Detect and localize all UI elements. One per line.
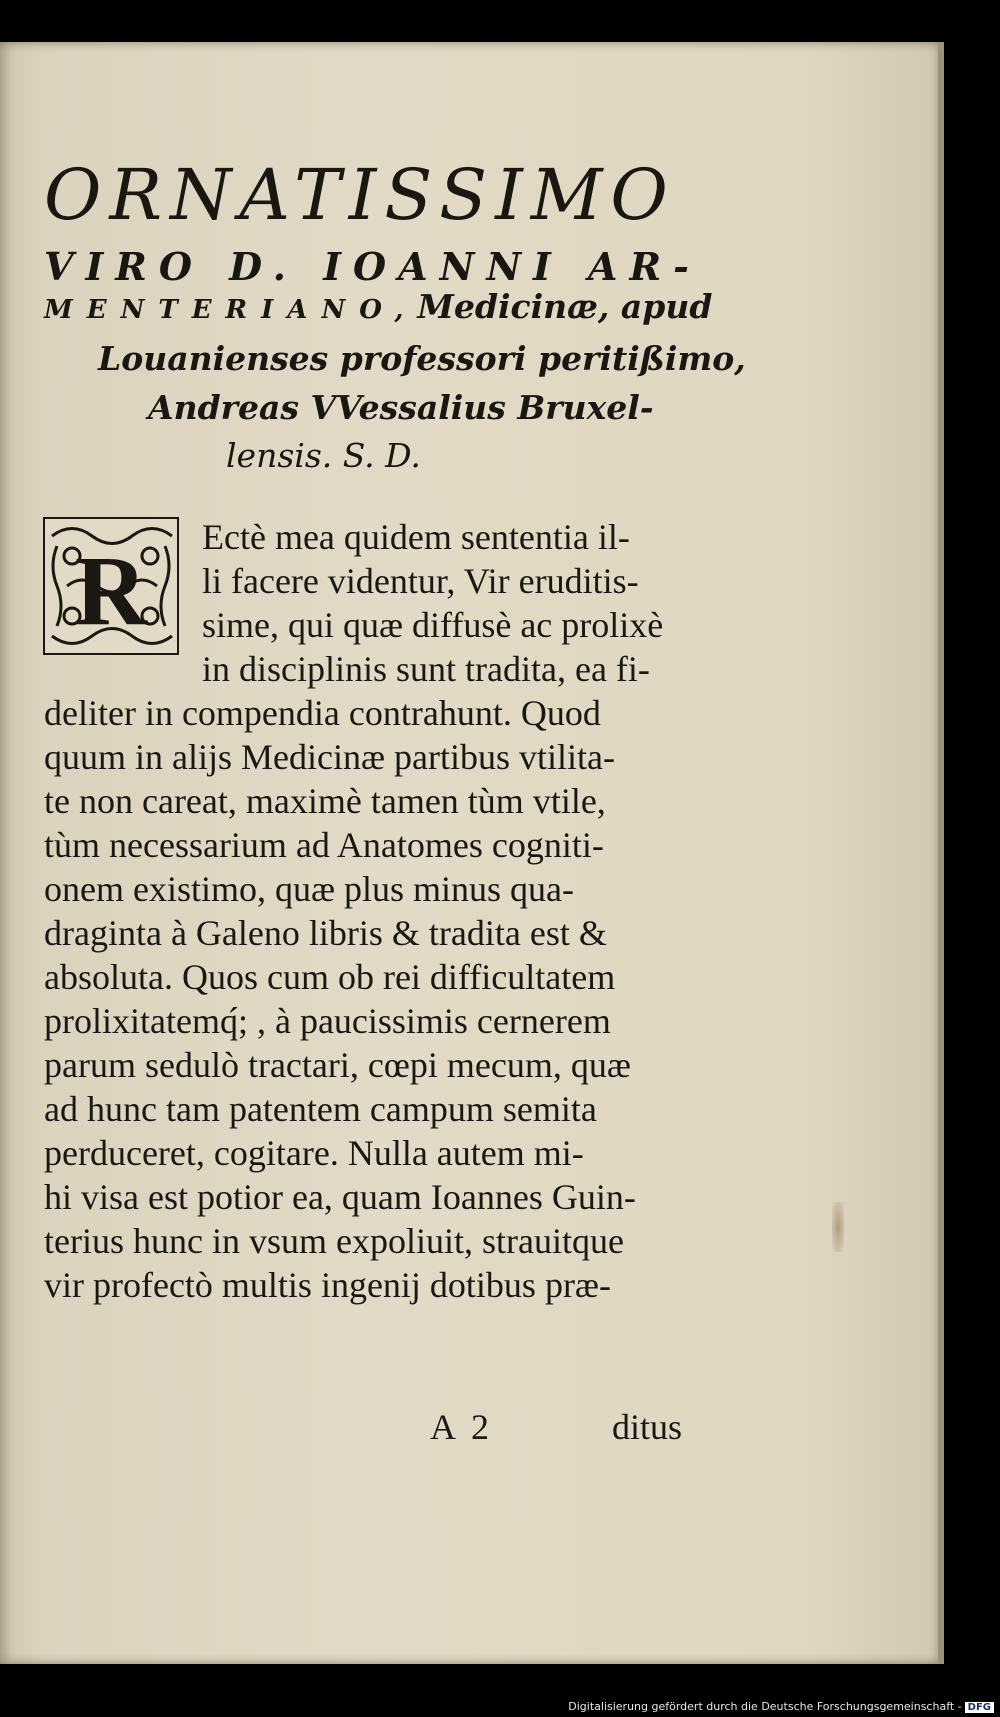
heading-line-6: lensis. S. D. — [226, 436, 421, 475]
heading-line-2: VIRO D. IOANNI AR- — [44, 244, 701, 289]
heading-line-5: Andreas VVessalius Bruxel- — [148, 388, 654, 427]
page-edge — [938, 42, 944, 1664]
digitization-credit — [568, 1700, 994, 1713]
heading-line-3 — [44, 287, 712, 326]
body-line: prolixitatemq́; , à paucissimis cernerem — [44, 1001, 611, 1041]
body-line: Ectè mea quidem sententia il- — [202, 517, 630, 557]
signature-mark: A 2 — [430, 1407, 494, 1447]
body-line: quum in alijs Medicinæ partibus vtilita- — [44, 737, 615, 777]
body-line: absoluta. Quos cum ob rei difficultatem — [44, 957, 616, 997]
body-line: draginta à Galeno libris & tradita est & — [44, 913, 607, 953]
body-line: deliter in compendia contrahunt. Quod — [44, 693, 601, 733]
body-line: parum sedulò tractari, cœpi mecum, quæ — [44, 1045, 631, 1085]
dfg-logo: DFG — [965, 1702, 994, 1713]
body-line: terius hunc in vsum expoliuit, strauitque — [44, 1221, 624, 1261]
initial-letter-glyph: R — [74, 535, 148, 646]
book-page — [0, 42, 944, 1664]
credit-text: Digitalisierung gefördert durch die Deutsche Forschungsgemeinschaft - — [568, 1700, 962, 1713]
decorated-initial-letter — [42, 516, 180, 656]
body-line: onem existimo, quæ plus minus qua- — [44, 869, 574, 909]
paper-stain — [832, 1202, 844, 1252]
heading-line-1: ORNATISSIMO — [44, 154, 676, 236]
heading-line-3-caps: MENTERIANO, — [44, 295, 418, 325]
heading-line-3-rest: Medicinæ, apud — [417, 287, 713, 326]
body-line: ad hunc tam patentem campum semita — [44, 1089, 597, 1129]
body-line: sime, qui quæ diffusè ac prolixè — [202, 605, 664, 645]
body-line: in disciplinis sunt tradita, ea fi- — [202, 649, 650, 689]
body-line: hi visa est potior ea, quam Ioannes Guin- — [44, 1177, 636, 1217]
body-line: tùm necessarium ad Anatomes cogniti- — [44, 825, 604, 865]
catchword: ditus — [612, 1407, 683, 1447]
body-line: perduceret, cogitare. Nulla autem mi- — [44, 1133, 584, 1173]
heading-line-4: Louanienses professori peritißimo, — [98, 339, 746, 378]
body-line: vir profectò multis ingenij dotibus præ- — [44, 1265, 611, 1305]
body-line: li facere videntur, Vir eruditis- — [202, 561, 639, 601]
body-line: te non careat, maximè tamen tùm vtile, — [44, 781, 606, 821]
